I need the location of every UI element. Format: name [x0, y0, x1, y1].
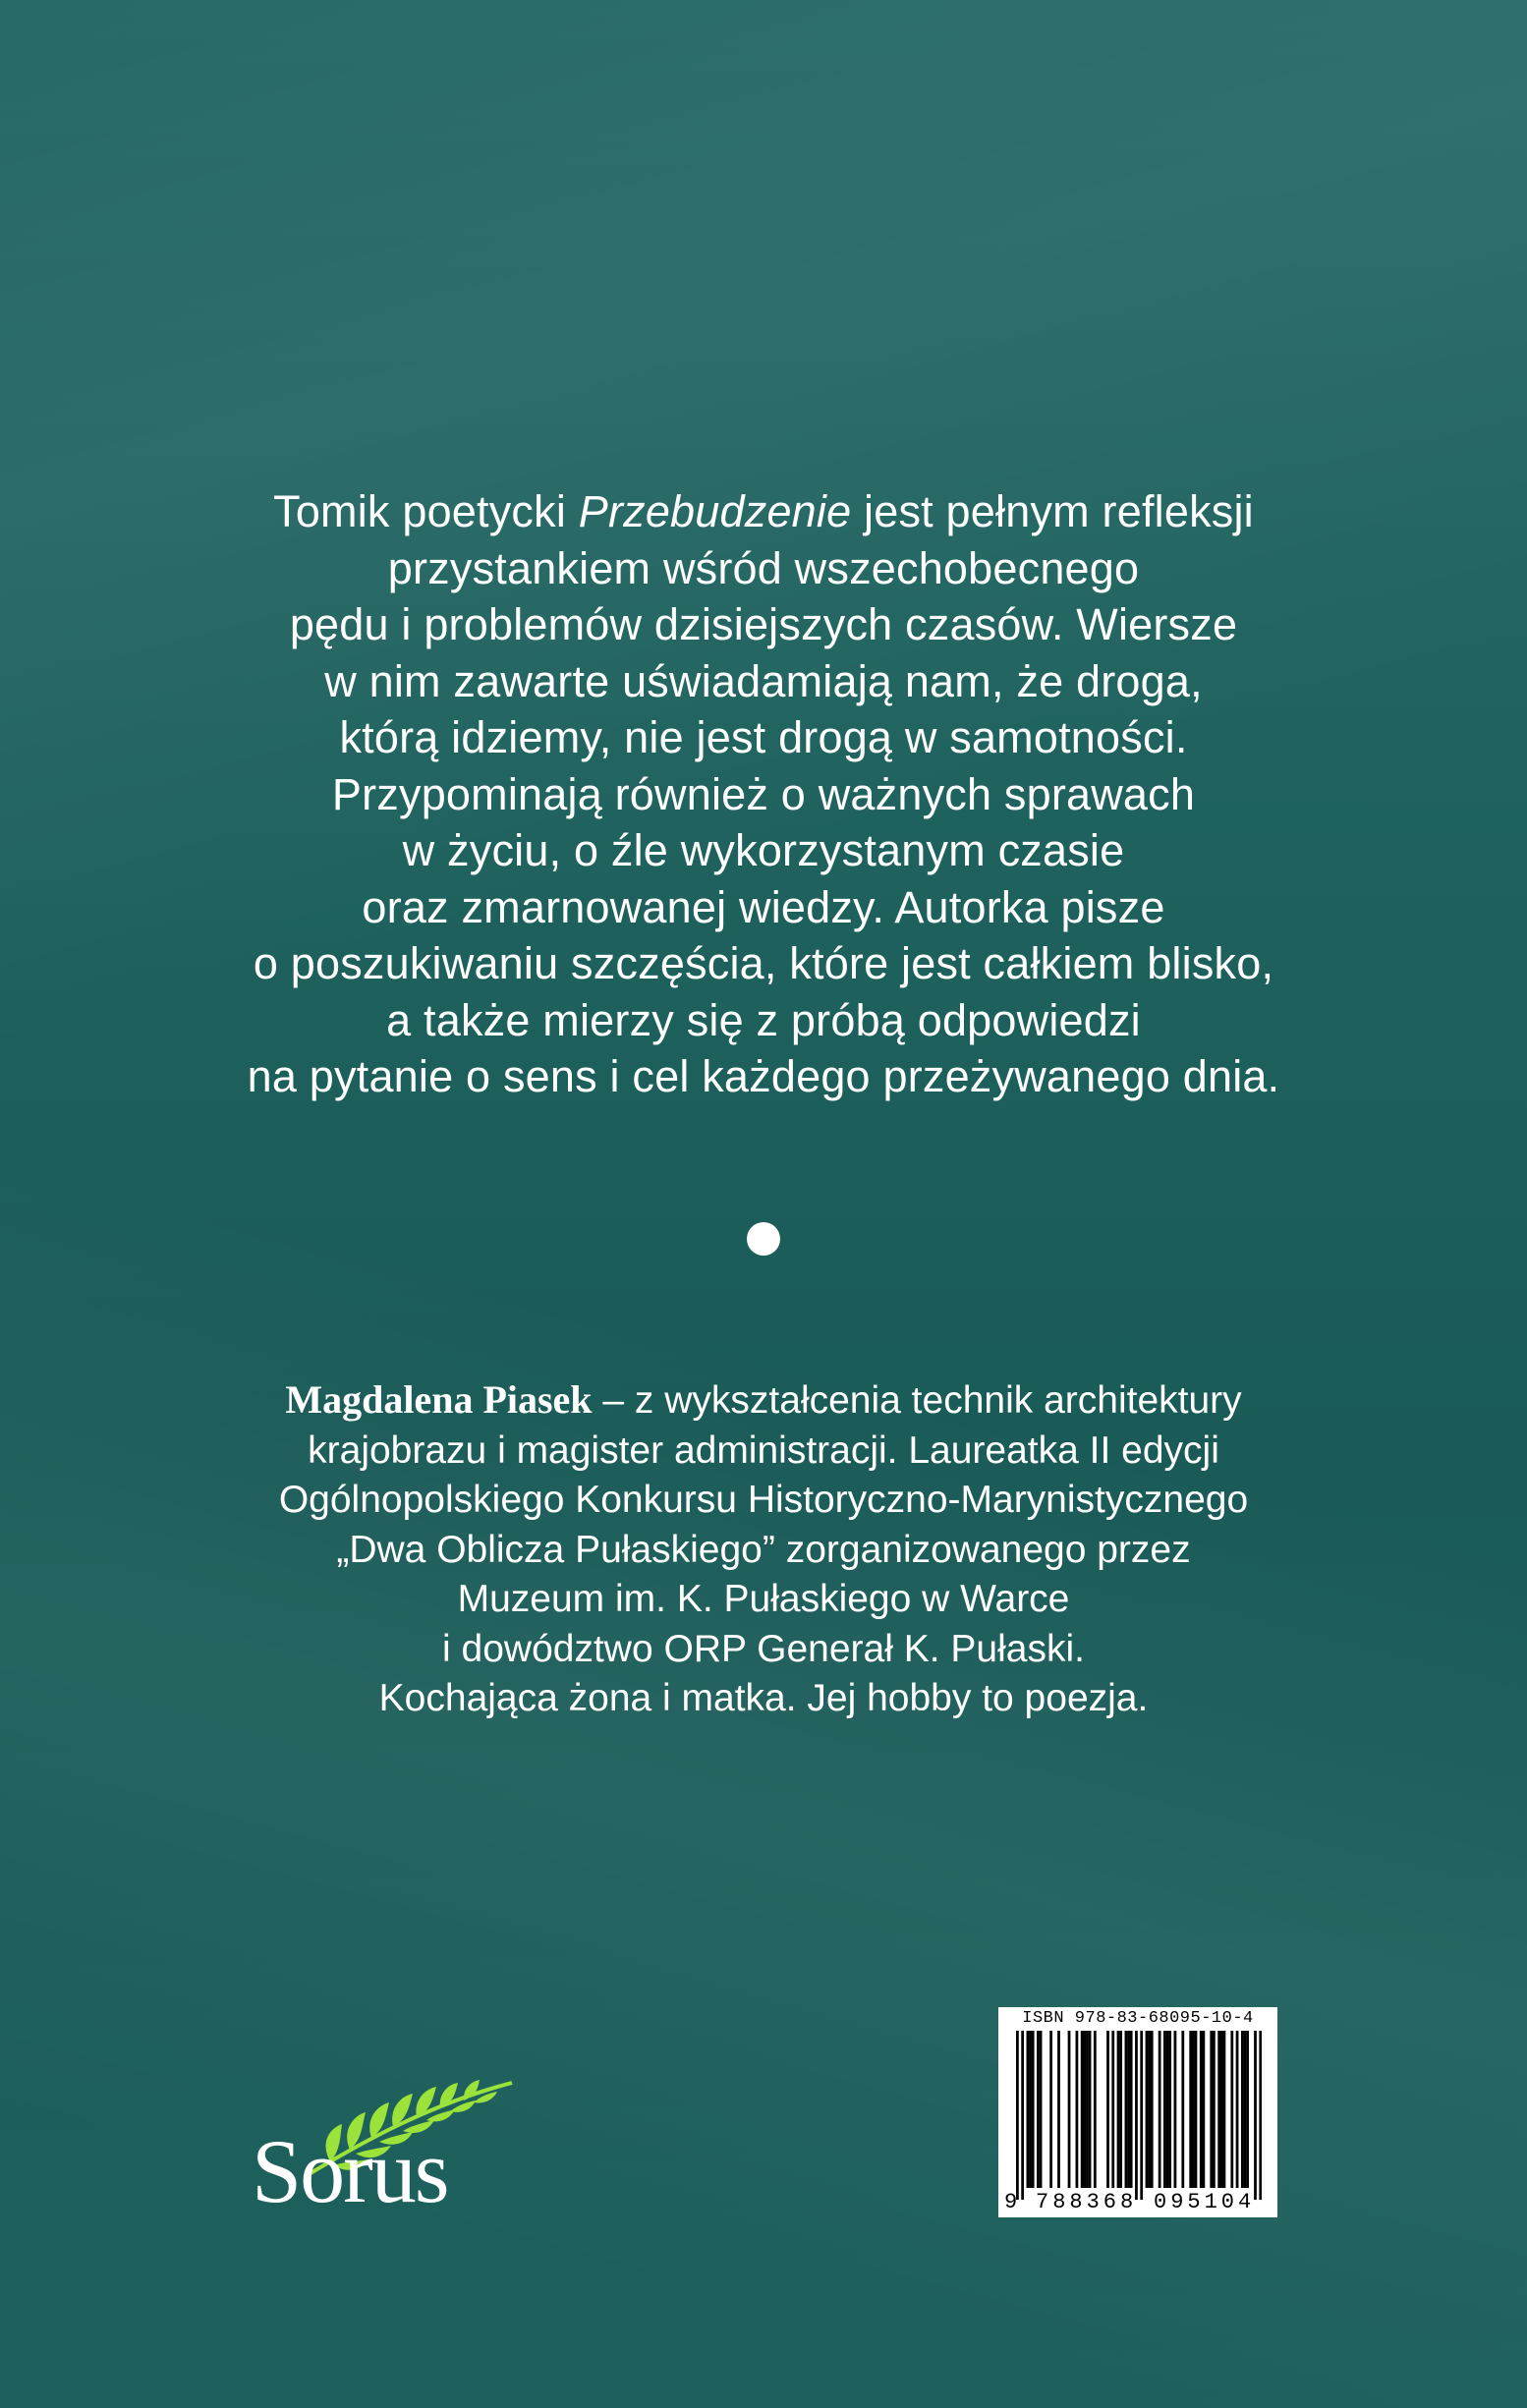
- barcode-bar: [1027, 2031, 1030, 2188]
- barcode-digit-first: 9: [1004, 2190, 1018, 2214]
- publisher-name: Sorus: [252, 2121, 448, 2221]
- bio-line: „Dwa Oblicza Pułaskiego” zorganizowanego przez: [336, 1528, 1191, 1571]
- blurb-line: pędu i problemów dzisiejszych czasów. Wiersze: [289, 599, 1238, 649]
- barcode-bar: [1151, 2031, 1154, 2188]
- bio-line: Ogólnopolskiego Konkursu Historyczno-Marynistycznego: [278, 1479, 1249, 1521]
- barcode-bar: [1246, 2031, 1249, 2188]
- book-title-italic: Przebudzenie: [578, 486, 852, 536]
- barcode-bar: [1220, 2031, 1223, 2188]
- barcode-bar: [1016, 2031, 1019, 2200]
- barcode-bar: [1119, 2031, 1122, 2188]
- barcode-bar: [1076, 2031, 1079, 2188]
- blurb-line: w życiu, o źle wykorzystanym czasie: [402, 825, 1125, 875]
- bio-line: Muzeum im. K. Pułaskiego w Warce: [457, 1578, 1070, 1620]
- bio-line: Magdalena Piasek – z wykształcenia technik architektury: [285, 1377, 1242, 1422]
- author-name: Magdalena Piasek: [285, 1377, 593, 1422]
- barcode-digits: [998, 2190, 1277, 2215]
- barcode-bar: [1135, 2031, 1138, 2200]
- blurb-line: którą idziemy, nie jest drogą w samotności.: [339, 712, 1188, 762]
- barcode-digits-right: 095104: [1154, 2190, 1256, 2214]
- barcode-bar: [1032, 2031, 1035, 2188]
- bio-line: i dowództwo ORP Generał K. Pułaski.: [442, 1627, 1085, 1670]
- barcode-bar: [1037, 2031, 1040, 2188]
- isbn-barcode: [998, 2007, 1277, 2217]
- barcode-bar: [1210, 2031, 1213, 2188]
- barcode-bar: [1140, 2031, 1143, 2200]
- barcode-bar: [1040, 2031, 1043, 2188]
- barcode-bar: [1202, 2031, 1205, 2188]
- barcode-bar: [1127, 2031, 1130, 2188]
- book-blurb: [0, 483, 1527, 1105]
- barcode-bar: [1159, 2031, 1161, 2188]
- blurb-line: Tomik poetycki Przebudzenie jest pełnym refleksji: [273, 486, 1254, 536]
- barcode-bar: [1189, 2031, 1192, 2188]
- blurb-line: na pytanie o sens i cel każdego przeżywanego dnia.: [247, 1051, 1280, 1101]
- barcode-bar: [1021, 2031, 1024, 2200]
- barcode-bar: [1068, 2031, 1071, 2188]
- blurb-line: oraz zmarnowanej wiedzy. Autorka pisze: [362, 881, 1165, 932]
- barcode-bar: [1200, 2031, 1203, 2188]
- barcode-bar: [1083, 2031, 1086, 2188]
- barcode-bars: [1016, 2031, 1262, 2200]
- isbn-label: ISBN 978-83-68095-10-4: [1022, 2009, 1254, 2028]
- barcode-bar: [1117, 2031, 1120, 2188]
- blurb-line: przystankiem wśród wszechobecnego: [387, 542, 1140, 593]
- barcode-digits-left: 788368: [1036, 2190, 1138, 2214]
- bio-line: Kochająca żona i matka. Jej hobby to poezja.: [378, 1677, 1149, 1719]
- barcode-bar: [1166, 2031, 1169, 2188]
- barcode-bar: [1168, 2031, 1171, 2188]
- author-bio: [0, 1375, 1527, 1724]
- barcode-bar: [1192, 2031, 1195, 2188]
- barcode-bar: [1130, 2031, 1133, 2188]
- barcode-bar: [1259, 2031, 1262, 2200]
- bio-line: krajobrazu i magister administracji. Laureatka II edycji: [308, 1428, 1219, 1472]
- barcode-bar: [1081, 2031, 1084, 2188]
- barcode-bar: [1223, 2031, 1226, 2188]
- barcode-bar: [1241, 2031, 1244, 2188]
- barcode-bar: [1057, 2031, 1060, 2188]
- blurb-line: Przypominają również o ważnych sprawach: [331, 768, 1196, 819]
- barcode-bar: [1195, 2031, 1198, 2188]
- barcode-bar: [1089, 2031, 1092, 2188]
- barcode-bar: [1230, 2031, 1233, 2188]
- barcode-bar: [1106, 2031, 1109, 2188]
- barcode-bar: [1049, 2031, 1052, 2188]
- barcode-bar: [1213, 2031, 1216, 2188]
- barcode-bar: [1174, 2031, 1177, 2188]
- blurb-line: o poszukiwaniu szczęścia, które jest całkiem blisko,: [253, 938, 1274, 988]
- barcode-bar: [1111, 2031, 1114, 2188]
- barcode-bar: [1163, 2031, 1166, 2188]
- barcode-bar: [1236, 2031, 1239, 2188]
- barcode-bar: [1148, 2031, 1151, 2188]
- barcode-bar: [1254, 2031, 1257, 2200]
- barcode-bar: [1125, 2031, 1128, 2188]
- barcode-bar: [1029, 2031, 1032, 2188]
- barcode-bar: [1086, 2031, 1089, 2188]
- barcode-bar: [1244, 2031, 1247, 2188]
- barcode-bar: [1146, 2031, 1149, 2188]
- separator-dot: [747, 1222, 780, 1256]
- barcode-bar: [1094, 2031, 1097, 2188]
- publisher-logo: [252, 2075, 517, 2224]
- barcode-bar: [1181, 2031, 1184, 2188]
- barcode-bar: [1217, 2031, 1220, 2188]
- blurb-line: a także mierzy się z próbą odpowiedzi: [386, 994, 1141, 1045]
- blurb-line: w nim zawarte uświadamiają nam, że droga,: [324, 655, 1203, 706]
